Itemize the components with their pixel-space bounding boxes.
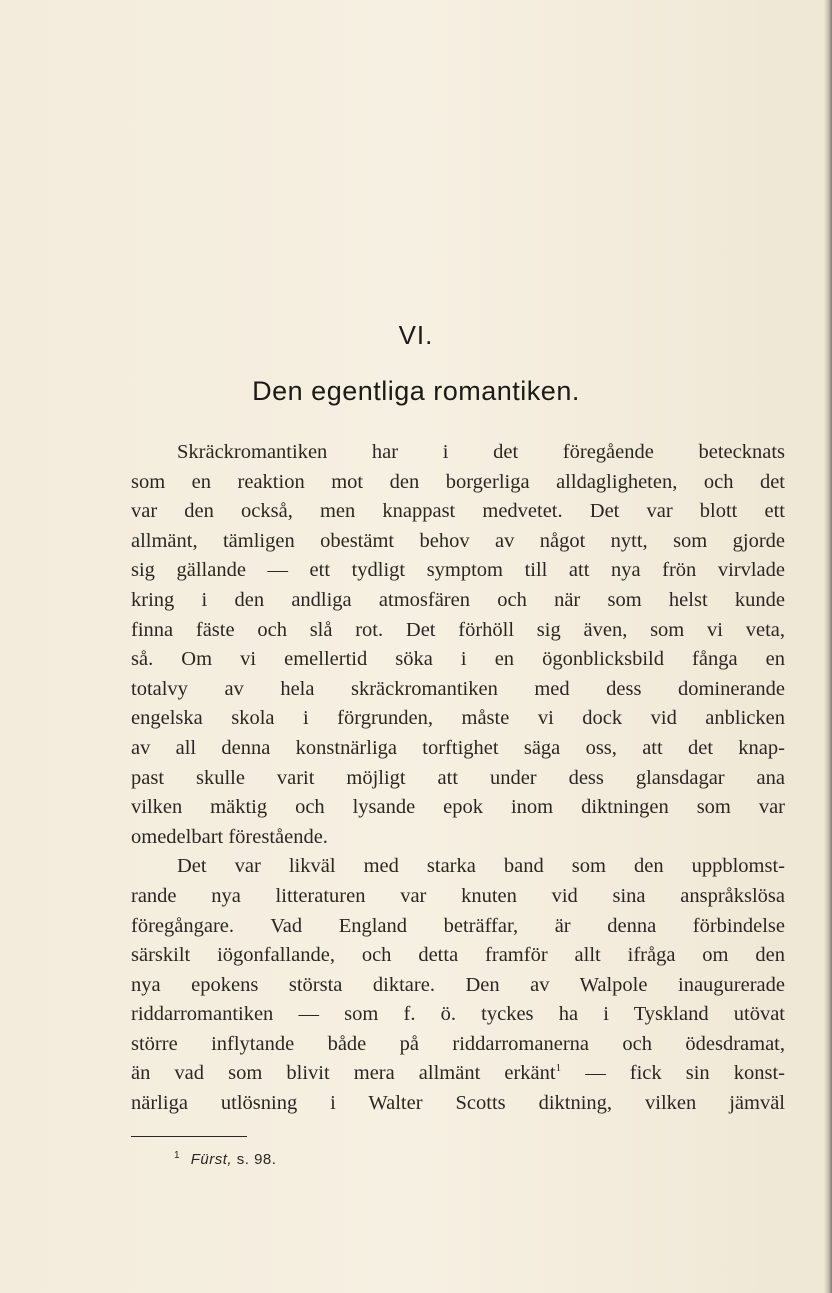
text-line: kring i den andliga atmosfären och när som helst kunde <box>131 588 785 611</box>
footnote-ref: s. 98. <box>236 1151 277 1168</box>
text-line-part: än vad som blivit mera allmänt erkänt <box>131 1062 556 1085</box>
footnote-rule <box>131 1136 247 1137</box>
text-line: föregångare. Vad England beträffar, är denna förbindelse <box>131 914 785 937</box>
text-line: var den också, men knappast medvetet. Det var blott ett <box>131 500 785 523</box>
paragraph-1 <box>131 438 785 852</box>
text-line-with-footnote <box>131 1059 785 1089</box>
text-line: vilken mäktig och lysande epok inom diktningen som var <box>131 796 785 819</box>
chapter-title: Den egentliga romantiken. <box>252 376 580 406</box>
text-line: totalvy av hela skräckromantiken med dess dominerande <box>131 677 785 700</box>
text-line: Det var likväl med starka band som den uppblomst- <box>177 855 785 878</box>
text-line: närliga utlösning i Walter Scotts diktning, vilken jämväl <box>131 1092 785 1115</box>
body-text <box>131 438 785 1119</box>
paragraph-2 <box>131 852 785 1118</box>
text-line: engelska skola i förgrunden, måste vi dock vid anblicken <box>131 707 785 730</box>
text-line: sig gällande — ett tydligt symptom till att nya frön virvlade <box>131 559 785 582</box>
text-line-part: — fick sin konst- <box>561 1062 786 1085</box>
text-line: särskilt iögonfallande, och detta framför allt ifråga om den <box>131 944 785 967</box>
footnote-number: 1 <box>174 1150 181 1161</box>
text-line: som en reaktion mot den borgerliga alldagligheten, och det <box>131 470 785 493</box>
text-line: större inflytande både på riddarromanerna och ödesdramat, <box>131 1032 785 1055</box>
text-line: finna fäste och slå rot. Det förhöll sig även, som vi veta, <box>131 618 785 641</box>
text-line: past skulle varit möjligt att under dess glansdagar ana <box>131 766 785 789</box>
footnote <box>174 1150 276 1168</box>
text-line: Skräckromantiken har i det föregående betecknats <box>177 441 785 463</box>
text-line: så. Om vi emellertid söka i en ögonblicksbild fånga en <box>131 648 785 671</box>
text-line: allmänt, tämligen obestämt behov av något nytt, som gjorde <box>131 529 785 552</box>
text-line: av all denna konstnärliga torftighet säga oss, att det knap- <box>131 736 785 759</box>
text-line: rande nya litteraturen var knuten vid sina anspråkslösa <box>131 884 785 907</box>
footnote-author: Fürst, <box>190 1151 233 1168</box>
page-edge-shadow <box>824 0 832 1293</box>
text-line: omedelbart förestående. <box>131 825 328 848</box>
footnote-marker[interactable]: 1 <box>555 1062 562 1075</box>
chapter-number: VI. <box>398 320 434 350</box>
text-line: riddarromantiken — som f. ö. tyckes ha i Tyskland utövat <box>131 1003 785 1026</box>
text-line: nya epokens största diktare. Den av Walpole inaugurerade <box>131 973 785 996</box>
